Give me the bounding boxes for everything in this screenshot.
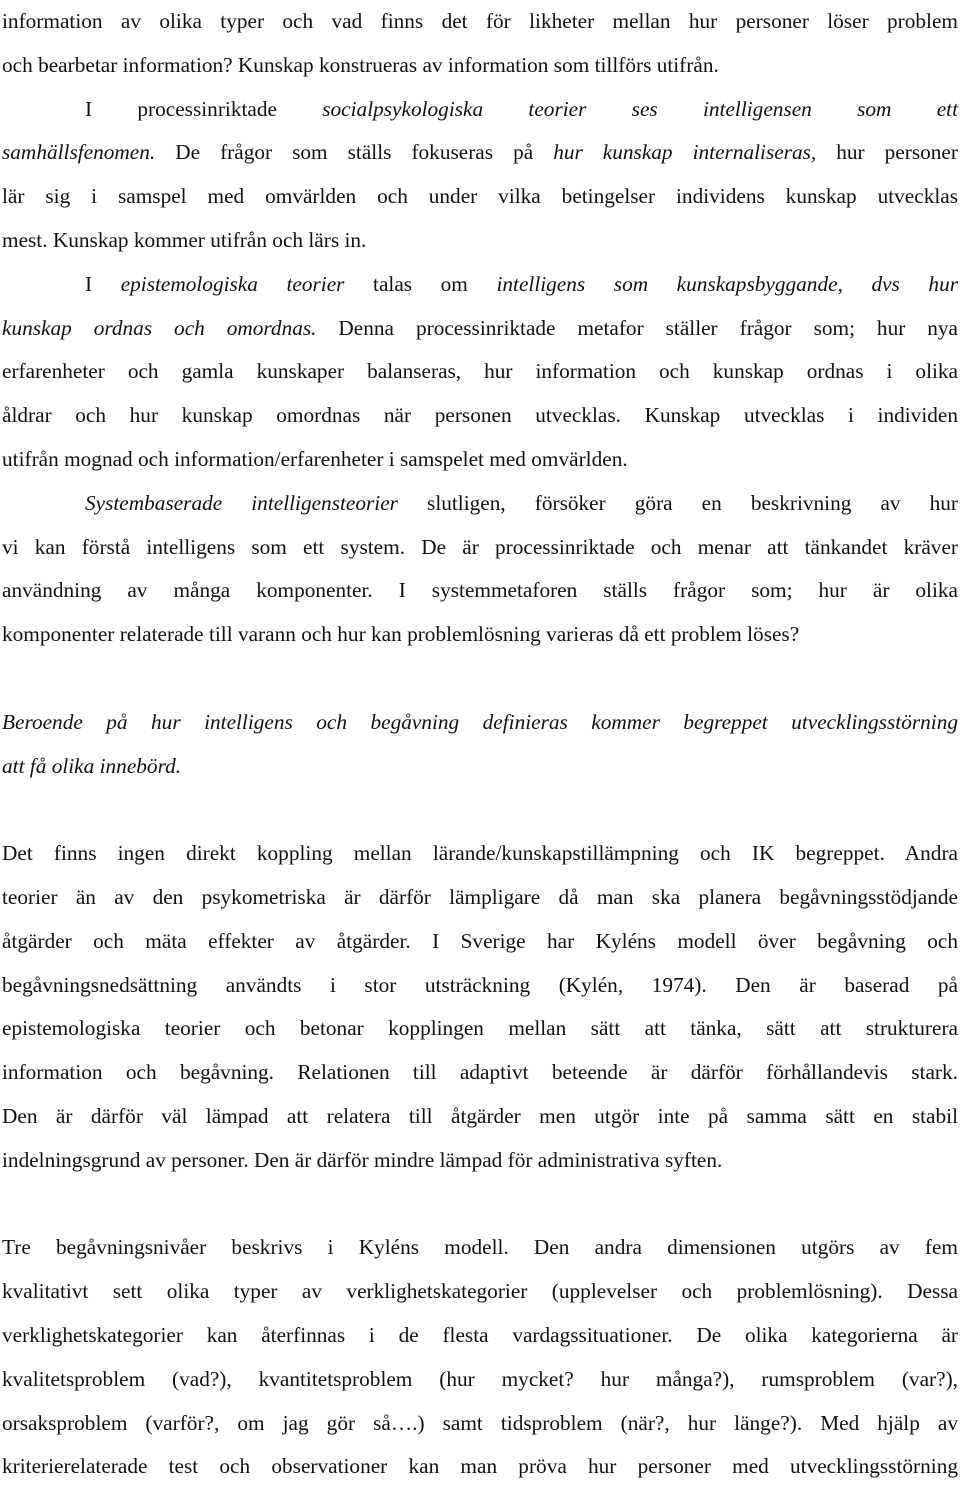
- text-segment: verklighetskategorier kan återfinnas i de flesta vardagssituationer. De olika kategorierna är: [2, 1322, 958, 1347]
- text-segment: begåvningsnedsättning användts i stor utsträckning (Kylén, 1974). Den är baserad på: [2, 972, 958, 997]
- text-line: [2, 0, 958, 44]
- italic-text-segment: epistemologiska teorier: [120, 271, 345, 296]
- text-segment: hur personer: [816, 140, 958, 165]
- text-line: [2, 88, 958, 132]
- text-line: [2, 131, 958, 175]
- text-segment: kvalitativt sett olika typer av verklighetskategorier (upplevelser och problemlösning). Dessa: [2, 1279, 958, 1304]
- text-line: [2, 307, 958, 351]
- text-segment: utifrån mognad och information/erfarenheter i samspelet med omvärlden.: [2, 446, 628, 471]
- text-line: [2, 832, 958, 876]
- text-line: [2, 350, 958, 394]
- text-line: [2, 482, 958, 526]
- text-segment: talas om: [344, 271, 497, 296]
- text-segment: teorier än av den psykometriska är därför lämpligare då man ska planera begåvningsstödjande: [2, 884, 958, 909]
- text-line: [2, 701, 958, 745]
- text-segment: mest. Kunskap kommer utifrån och lärs in.: [2, 227, 367, 252]
- text-line: [2, 438, 958, 482]
- italic-text-segment: Beroende på hur intelligens och begåvning definieras kommer begreppet utvecklingsstörning: [2, 709, 958, 734]
- text-line: [2, 1270, 958, 1314]
- text-line: [2, 1051, 958, 1095]
- text-segment: I processinriktade: [85, 96, 323, 121]
- paragraph-spacer: [2, 788, 958, 832]
- text-line: [2, 394, 958, 438]
- text-line: [2, 1314, 958, 1358]
- paragraph-spacer: [2, 1183, 958, 1227]
- text-line: [2, 964, 958, 1008]
- text-segment: Den är därför väl lämpad att relatera till åtgärder men utgör inte på samma sätt en stabil: [2, 1103, 958, 1128]
- text-line: [2, 1007, 958, 1051]
- italic-text-segment: att få olika innebörd.: [2, 753, 182, 778]
- text-segment: epistemologiska teorier och betonar kopplingen mellan sätt att tänka, sätt att strukturera: [2, 1016, 958, 1041]
- text-segment: Denna processinriktade metafor ställer frågor som; hur nya: [316, 315, 959, 340]
- text-line: [2, 1095, 958, 1139]
- text-segment: orsaksproblem (varför?, om jag gör så….) samt tidsproblem (när?, hur länge?). Med hjälp av: [2, 1410, 958, 1435]
- text-line: [2, 1402, 958, 1446]
- text-line: [2, 44, 958, 88]
- text-line: [2, 526, 958, 570]
- text-segment: vi kan förstå intelligens som ett system. De är processinriktade och menar att tänkandet kräver: [2, 534, 958, 559]
- text-segment: åtgärder och mäta effekter av åtgärder. I Sverige har Kyléns modell över begåvning och: [2, 928, 958, 953]
- text-segment: kvalitetsproblem (vad?), kvantitetsproblem (hur mycket? hur många?), rumsproblem (var?),: [2, 1366, 958, 1391]
- text-segment: I: [85, 271, 121, 296]
- text-segment: erfarenheter och gamla kunskaper balanseras, hur information och kunskap ordnas i olika: [2, 359, 958, 384]
- text-segment: åldrar och hur kunskap omordnas när personen utvecklas. Kunskap utvecklas i individen: [2, 403, 958, 428]
- text-segment: lär sig i samspel med omvärlden och under vilka betingelser individens kunskap utvecklas: [2, 184, 958, 209]
- italic-text-segment: kunskap ordnas och omordnas.: [2, 315, 317, 340]
- text-line: [2, 175, 958, 219]
- text-segment: De frågor som ställs fokuseras på: [155, 140, 554, 165]
- text-line: [2, 745, 958, 789]
- document-page: [2, 0, 958, 1489]
- text-segment: kriterierelaterade test och observationer kan man pröva hur personer med utvecklingsstörning: [2, 1454, 958, 1479]
- text-line: [2, 1358, 958, 1402]
- text-line: [2, 1139, 958, 1183]
- text-segment: komponenter relaterade till varann och hur kan problemlösning varieras då ett problem löses?: [2, 622, 800, 647]
- text-segment: användning av många komponenter. I systemmetaforen ställs frågor som; hur är olika: [2, 578, 958, 603]
- text-segment: och bearbetar information? Kunskap konstrueras av information som tillförs utifrån.: [2, 52, 719, 77]
- text-segment: information och begåvning. Relationen till adaptivt beteende är därför förhållandevis stark.: [2, 1060, 958, 1085]
- text-line: [2, 876, 958, 920]
- text-segment: indelningsgrund av personer. Den är därför mindre lämpad för administrativa syften.: [2, 1147, 723, 1172]
- text-segment: Tre begåvningsnivåer beskrivs i Kyléns modell. Den andra dimensionen utgörs av fem: [2, 1235, 958, 1260]
- italic-text-segment: Systembaserade intelligensteorier: [85, 490, 398, 515]
- text-line: [2, 569, 958, 613]
- italic-text-segment: samhällsfenomen.: [2, 140, 156, 165]
- text-line: [2, 1226, 958, 1270]
- italic-text-segment: hur kunskap internaliseras,: [553, 140, 817, 165]
- text-line: [2, 219, 958, 263]
- text-segment: Det finns ingen direkt koppling mellan lärande/kunskapstillämpning och IK begreppet. Andra: [2, 841, 958, 866]
- text-segment: slutligen, försöker göra en beskrivning av hur: [397, 490, 958, 515]
- italic-text-segment: intelligens som kunskapsbyggande, dvs hur: [496, 271, 959, 296]
- italic-text-segment: socialpsykologiska teorier ses intelligensen som ett: [322, 96, 959, 121]
- text-line: [2, 1445, 958, 1489]
- text-line: [2, 613, 958, 657]
- paragraph-spacer: [2, 657, 958, 701]
- text-line: [2, 920, 958, 964]
- text-line: [2, 263, 958, 307]
- text-segment: information av olika typer och vad finns det för likheter mellan hur personer löser problem: [2, 9, 958, 33]
